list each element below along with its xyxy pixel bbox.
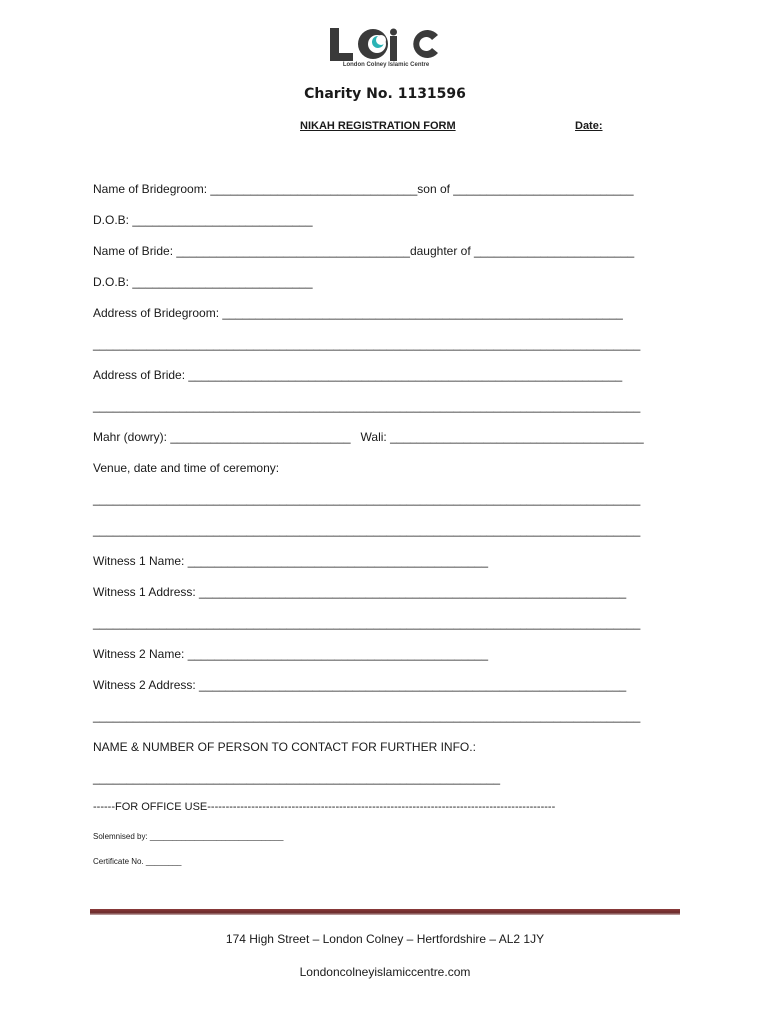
bride-address-field[interactable]: Address of Bride: _________________________________________________________________	[93, 368, 623, 382]
bridegroom-dob-field[interactable]: D.O.B: ___________________________	[93, 213, 313, 227]
date-label: Date:	[575, 120, 603, 132]
witness2-name-field[interactable]: Witness 2 Name: _____________________________________________	[93, 647, 489, 661]
bride-dob-field[interactable]: D.O.B: ___________________________	[93, 275, 313, 289]
footer-website[interactable]: Londoncolneyislamiccentre.com	[299, 965, 471, 979]
witness1-name-field[interactable]: Witness 1 Name: _____________________________________________	[93, 554, 489, 568]
logo-letters	[326, 24, 446, 64]
witness2-address-line-2[interactable]: __________________________________________________________________________________	[93, 709, 641, 723]
office-use-divider: ------FOR OFFICE USE-----------------------------------------------------------------------------------------------	[93, 801, 556, 813]
certificate-field[interactable]: Certificate No. ________	[93, 857, 182, 866]
logo	[326, 24, 446, 74]
venue-line-2[interactable]: __________________________________________________________________________________	[93, 523, 641, 537]
bridegroom-address-line-2[interactable]: __________________________________________________________________________________	[93, 337, 641, 351]
witness1-address-field[interactable]: Witness 1 Address: ________________________________________________________________	[93, 585, 627, 599]
solemnised-field[interactable]: Solemnised by: ______________________________	[93, 832, 284, 841]
footer-address: 174 High Street – London Colney – Hertfordshire – AL2 1JY	[225, 932, 545, 946]
mahr-wali-field[interactable]: Mahr (dowry): ___________________________ Wali: ______________________________________	[93, 430, 644, 444]
bride-field[interactable]: Name of Bride: ___________________________________daughter of ________________________	[93, 244, 635, 258]
footer-divider	[90, 909, 680, 915]
venue-line-1[interactable]: __________________________________________________________________________________	[93, 492, 641, 506]
bridegroom-field[interactable]: Name of Bridegroom: _______________________________son of ___________________________	[93, 182, 634, 196]
contact-line[interactable]: _____________________________________________________________	[93, 771, 501, 785]
contact-label: NAME & NUMBER OF PERSON TO CONTACT FOR FURTHER INFO.:	[93, 740, 476, 754]
witness2-address-field[interactable]: Witness 2 Address: ________________________________________________________________	[93, 678, 627, 692]
venue-label: Venue, date and time of ceremony:	[93, 461, 280, 475]
witness1-address-line-2[interactable]: __________________________________________________________________________________	[93, 616, 641, 630]
form-title: NIKAH REGISTRATION FORM	[300, 120, 456, 132]
bridegroom-address-field[interactable]: Address of Bridegroom: ____________________________________________________________	[93, 306, 623, 320]
bride-address-line-2[interactable]: __________________________________________________________________________________	[93, 399, 641, 413]
logo-subtitle: London Colney Islamic Centre	[342, 62, 430, 68]
charity-number: Charity No. 1131596	[304, 86, 466, 102]
